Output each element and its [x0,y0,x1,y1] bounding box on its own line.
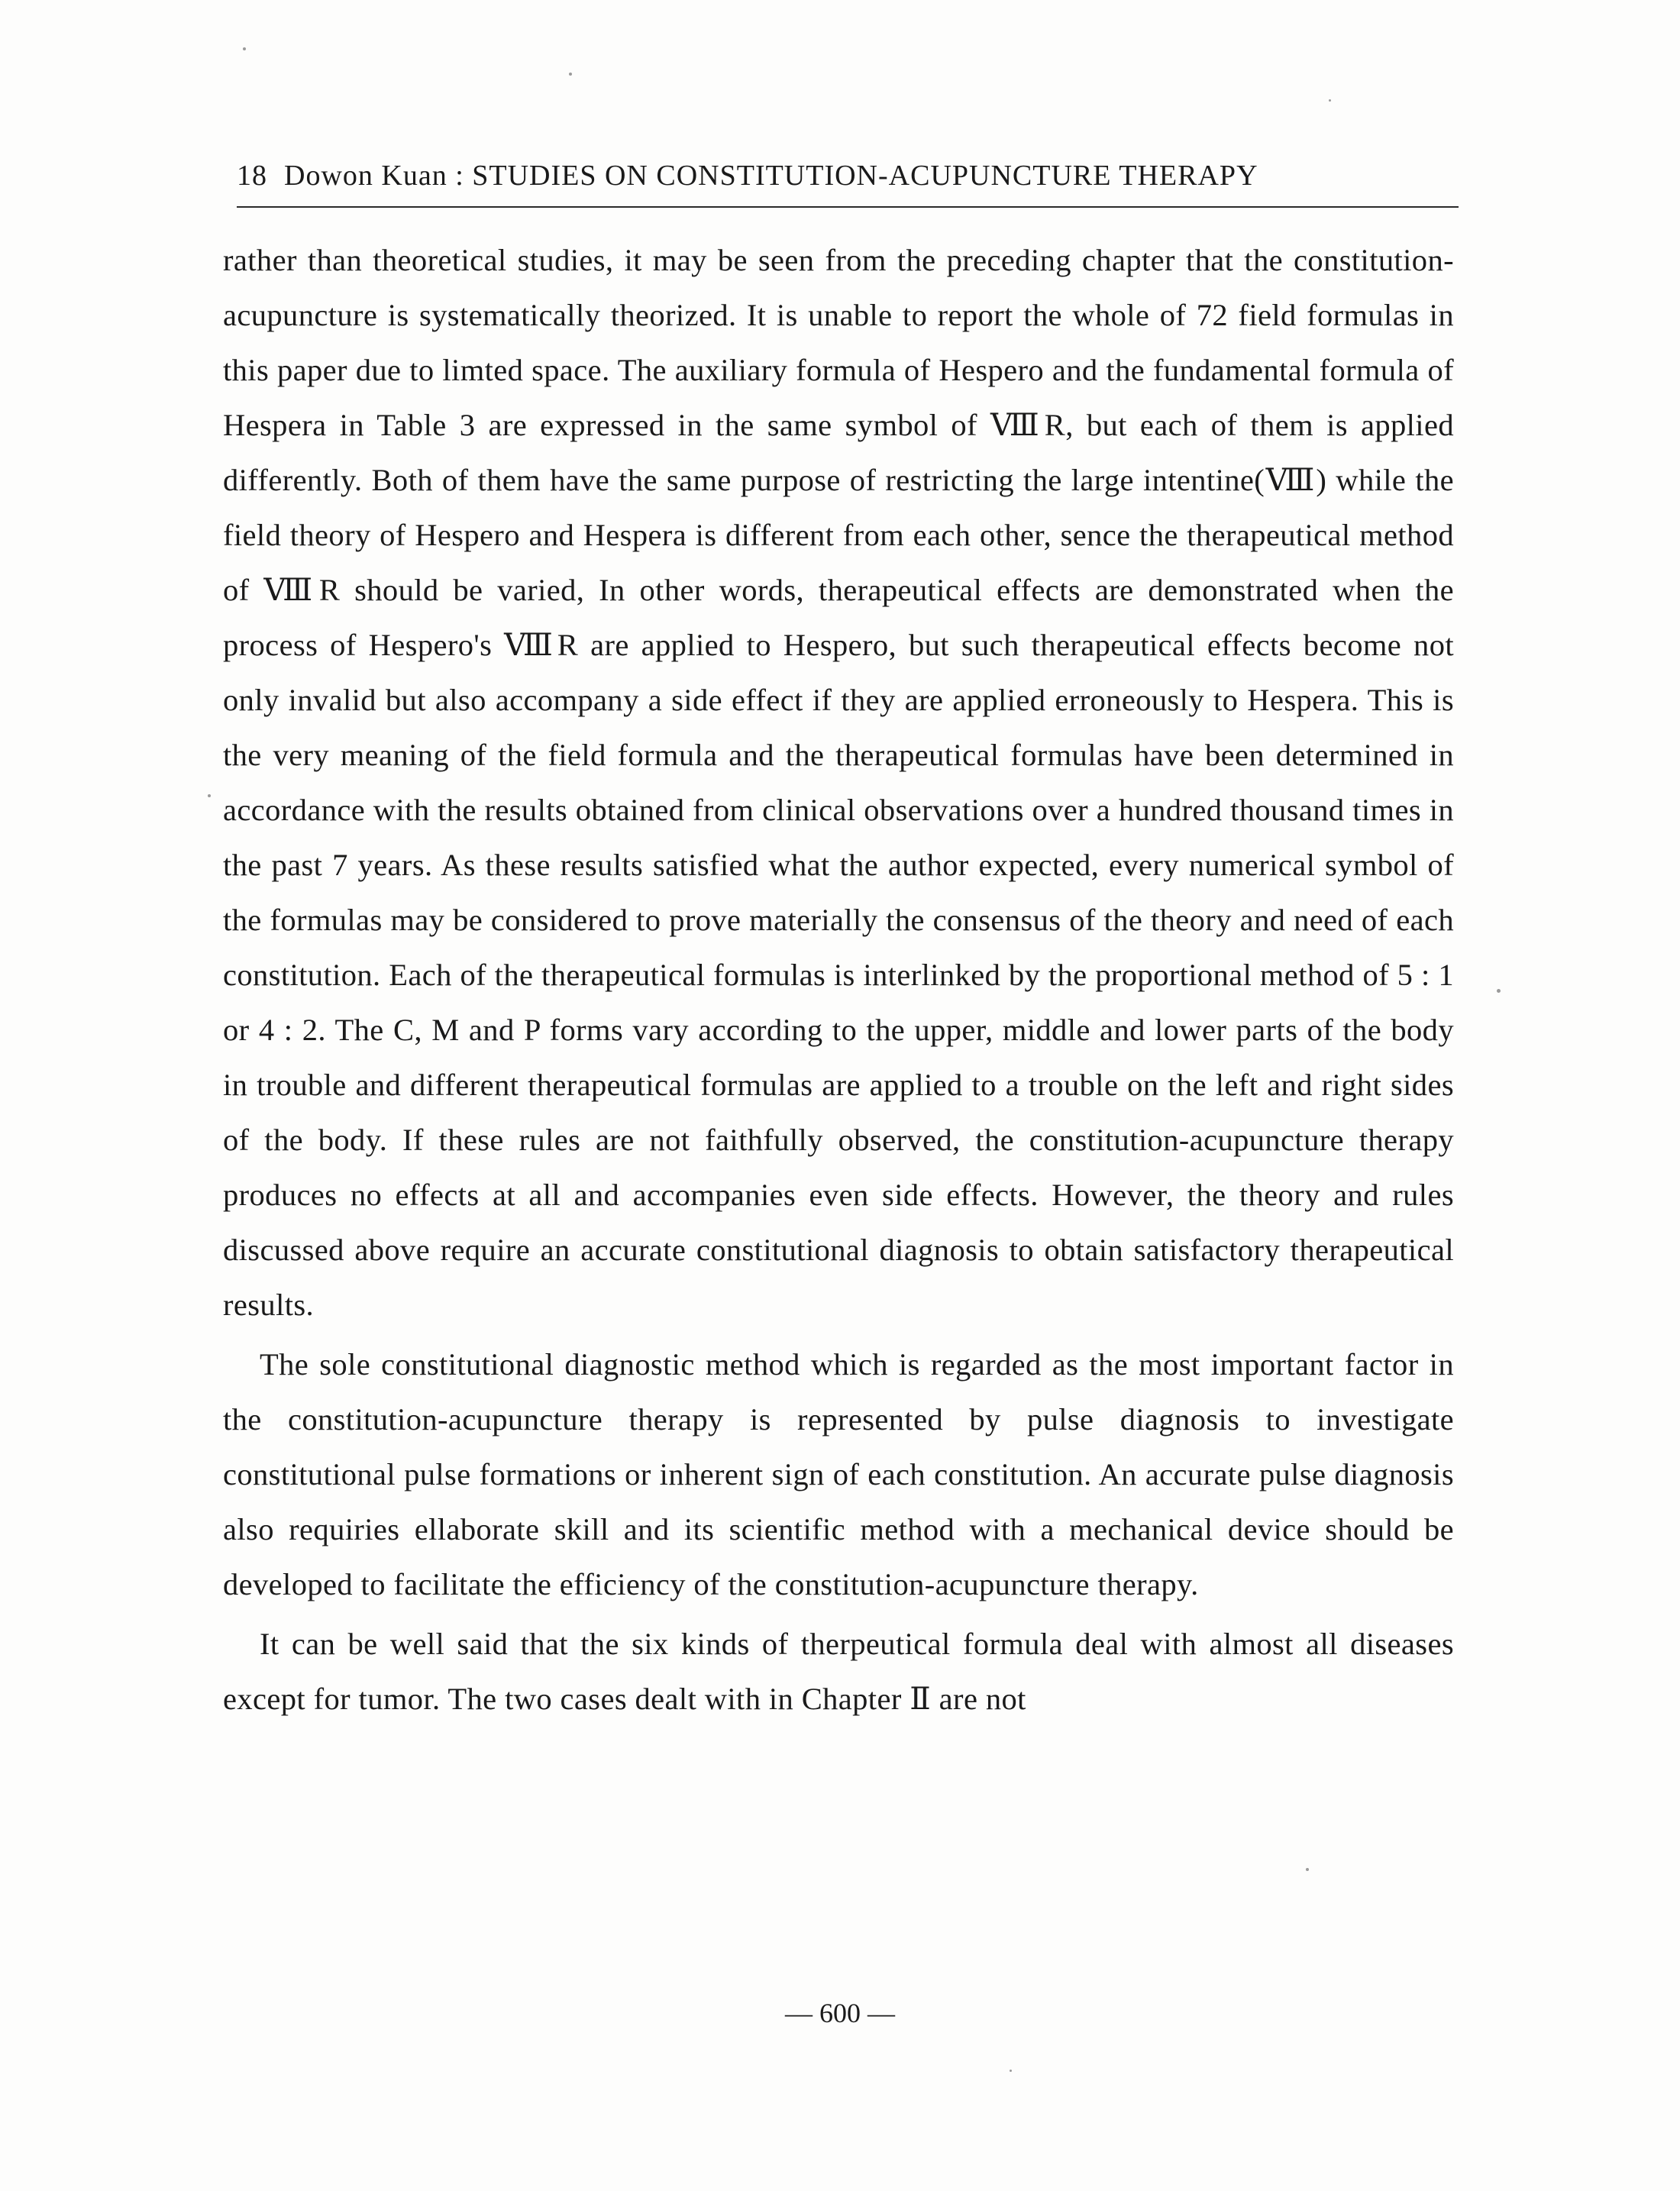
folio-page-number: — 600 — [785,1998,895,2028]
scan-speck [1306,1868,1309,1871]
scan-speck [208,794,211,797]
header-rule [237,206,1459,208]
header-running-title: Dowon Kuan : STUDIES ON CONSTITUTION-ACUPUNCTURE THERAPY [284,160,1258,192]
running-header [237,157,1459,195]
scan-speck [243,47,246,50]
paragraph-formulas: It can be well said that the six kinds of therpeutical formula deal with almost all diseases except for tumor. The two cases dealt with in Chapter Ⅱ are not [223,1627,1454,1716]
scan-speck [1497,989,1501,993]
scan-speck [569,73,572,76]
body-text [223,233,1454,1727]
scan-speck [1010,2070,1012,2072]
header-page-number: 18 [237,160,267,192]
scan-speck [1329,99,1331,102]
paragraph-continued: rather than theoretical studies, it may be seen from the preceding chapter that the constitution-acupuncture is systematically theorized. It is unable to report the whole of 72 field formulas in this paper due to limted space. The auxiliary formula of Hespero and the fundamental formula of Hespera in Table 3 are expressed in the same symbol of ⅧR, but each of them is applied differently. Both of them have the same purpose of restricting the large intentine(Ⅷ) while the field theory of Hespero and Hespera is different from each other, sence the therapeutical method of ⅧR should be varied, In other words, therapeutical effects are demonstrated when the process of Hespero's ⅧR are applied to Hespero, but such therapeutical effects become not only invalid but also accompany a side effect if they are applied erroneously to Hespera. This is the very meaning of the field formula and the therapeutical formulas have been determined in accordance with the results obtained from clinical observations over a hundred thousand times in the past 7 years. As these results satisfied what the author expected, every numerical symbol of the formulas may be considered to prove materially the consensus of the theory and need of each constitution. Each of the therapeutical formulas is interlinked by the proportional method of 5 : 1 or 4 : 2. The C, M and P forms vary according to the upper, middle and lower parts of the body in trouble and different therapeutical formulas are applied to a trouble on the left and right sides of the body. If these rules are not faithfully observed, the constitution-acupuncture therapy produces no effects at all and accompanies even side effects. However, the theory and rules discussed above require an accurate constitutional diagnosis to obtain satisfactory therapeutical results. [223,243,1454,1322]
paragraph-diagnosis: The sole constitutional diagnostic method which is regarded as the most important factor in the constitution-acupuncture therapy is represented by pulse diagnosis to investigate constitutional pulse formations or inherent sign of each constitution. An accurate pulse diagnosis also requiries ellaborate skill and its scientific method with a mechanical device should be developed to facilitate the efficiency of the constitution-acupuncture therapy. [223,1347,1454,1601]
